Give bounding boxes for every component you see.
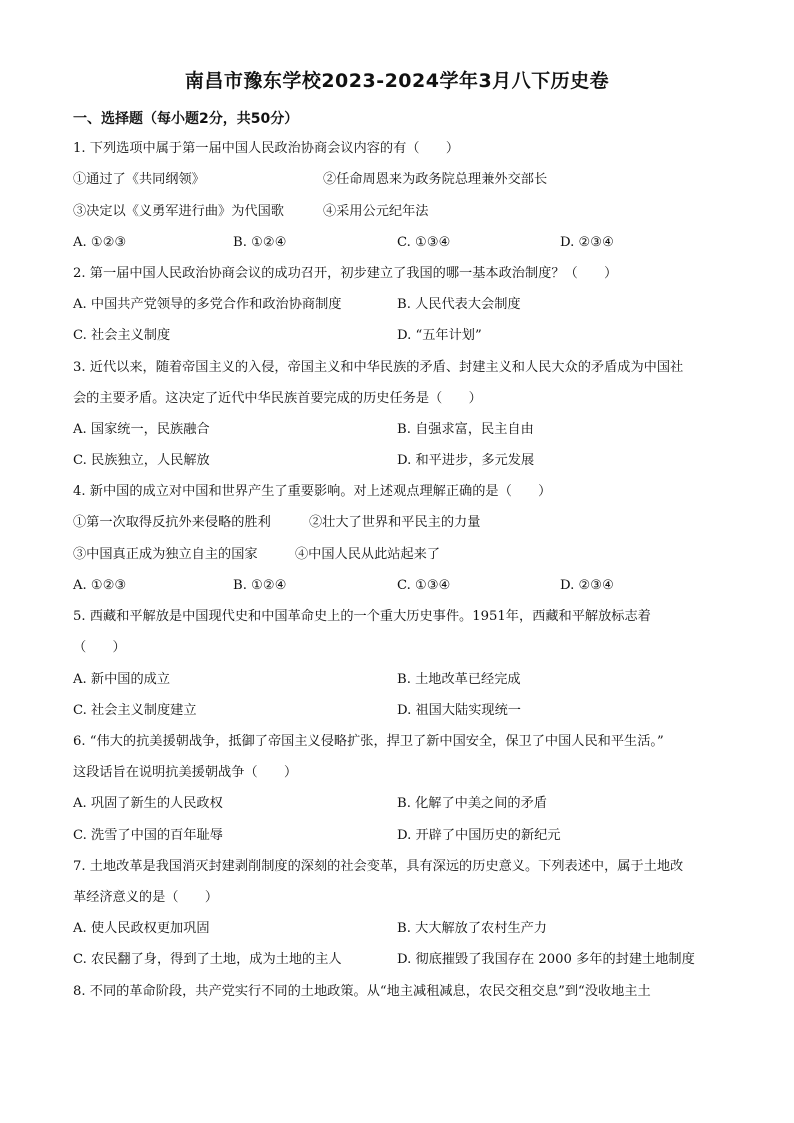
question-3-option-c[interactable]: C. 民族独立，人民解放 bbox=[73, 453, 210, 468]
question-7-stem-line-1: 7. 土地改革是我国消灭封建剥削制度的深刻的社会变革，具有深远的历史意义。下列表述中，属于土地改 bbox=[73, 859, 684, 874]
question-6-option-b[interactable]: B. 化解了中美之间的矛盾 bbox=[397, 796, 547, 811]
question-7-option-d[interactable]: D. 彻底摧毁了我国存在 2000 多年的封建土地制度 bbox=[397, 952, 695, 967]
question-4-option-d[interactable]: D. ②③④ bbox=[560, 578, 614, 593]
question-5-option-d[interactable]: D. 祖国大陆实现统一 bbox=[397, 703, 521, 718]
question-2-option-c[interactable]: C. 社会主义制度 bbox=[73, 328, 171, 343]
question-6-stem-line-2: 这段话旨在说明抗美援朝战争（ ） bbox=[73, 765, 298, 780]
question-1-stem: 1. 下列选项中属于第一届中国人民政治协商会议内容的有（ ） bbox=[73, 141, 460, 156]
question-1-option-b[interactable]: B. ①②④ bbox=[233, 235, 287, 250]
question-1-item-1: ①通过了《共同纲领》 bbox=[73, 172, 205, 187]
question-4-item-4: ④中国人民从此站起来了 bbox=[295, 547, 441, 562]
question-6-option-a[interactable]: A. 巩固了新生的人民政权 bbox=[73, 796, 223, 811]
question-4-item-1: ①第一次取得反抗外来侵略的胜利 bbox=[73, 515, 271, 530]
question-7-stem-line-2: 革经济意义的是（ ） bbox=[73, 890, 219, 905]
question-2-stem: 2. 第一届中国人民政治协商会议的成功召开，初步建立了我国的哪一基本政治制度？（ ） bbox=[73, 266, 618, 281]
page-title: 南昌市豫东学校2023-2024学年3月八下历史卷 bbox=[184, 70, 610, 92]
question-1-option-c[interactable]: C. ①③④ bbox=[397, 235, 451, 250]
question-1-item-3: ③决定以《义勇军进行曲》为代国歌 bbox=[73, 204, 284, 219]
question-4-option-a[interactable]: A. ①②③ bbox=[73, 578, 127, 593]
question-1-item-2: ②任命周恩来为政务院总理兼外交部长 bbox=[323, 172, 548, 187]
question-3-option-b[interactable]: B. 自强求富，民主自由 bbox=[397, 422, 534, 437]
question-3-option-a[interactable]: A. 国家统一，民族融合 bbox=[73, 422, 210, 437]
question-3-stem-line-1: 3. 近代以来，随着帝国主义的入侵，帝国主义和中华民族的矛盾、封建主义和人民大众的矛盾成为中国社 bbox=[73, 360, 684, 375]
question-4-option-c[interactable]: C. ①③④ bbox=[397, 578, 451, 593]
question-7-option-b[interactable]: B. 大大解放了农村生产力 bbox=[397, 921, 547, 936]
question-4-stem: 4. 新中国的成立对中国和世界产生了重要影响。对上述观点理解正确的是（ ） bbox=[73, 484, 552, 499]
question-5-option-b[interactable]: B. 土地改革已经完成 bbox=[397, 672, 521, 687]
question-3-option-d[interactable]: D. 和平进步，多元发展 bbox=[397, 453, 535, 468]
question-1-option-a[interactable]: A. ①②③ bbox=[73, 235, 127, 250]
question-2-option-d[interactable]: D. “五年计划” bbox=[397, 328, 482, 343]
question-4-item-3: ③中国真正成为独立自主的国家 bbox=[73, 547, 258, 562]
question-5-option-a[interactable]: A. 新中国的成立 bbox=[73, 672, 171, 687]
question-6-stem-line-1: 6. “伟大的抗美援朝战争，抵御了帝国主义侵略扩张，捍卫了新中国安全，保卫了中国人民和平生活。” bbox=[73, 734, 664, 749]
question-8-stem: 8. 不同的革命阶段，共产党实行不同的土地政策。从“地主减租减息，农民交租交息”到“没收地主土 bbox=[73, 984, 651, 999]
question-2-option-a[interactable]: A. 中国共产党领导的多党合作和政治协商制度 bbox=[73, 297, 342, 312]
question-6-option-d[interactable]: D. 开辟了中国历史的新纪元 bbox=[397, 828, 561, 843]
question-5-stem-line-2: （ ） bbox=[73, 640, 126, 655]
question-1-option-d[interactable]: D. ②③④ bbox=[560, 235, 614, 250]
question-2-option-b[interactable]: B. 人民代表大会制度 bbox=[397, 297, 521, 312]
question-1-item-4: ④采用公元纪年法 bbox=[323, 204, 429, 219]
question-7-option-a[interactable]: A. 使人民政权更加巩固 bbox=[73, 921, 210, 936]
question-5-stem-line-1: 5. 西藏和平解放是中国现代史和中国革命史上的一个重大历史事件。1951年，西藏和平解放标志着 bbox=[73, 609, 651, 624]
section-heading: 一、选择题（每小题2分，共50分） bbox=[73, 111, 299, 127]
question-4-option-b[interactable]: B. ①②④ bbox=[233, 578, 287, 593]
question-7-option-c[interactable]: C. 农民翻了身，得到了土地，成为土地的主人 bbox=[73, 952, 342, 967]
question-4-item-2: ②壮大了世界和平民主的力量 bbox=[309, 515, 481, 530]
question-3-stem-line-2: 会的主要矛盾。这决定了近代中华民族首要完成的历史任务是（ ） bbox=[73, 391, 482, 406]
question-6-option-c[interactable]: C. 洗雪了中国的百年耻辱 bbox=[73, 828, 223, 843]
question-5-option-c[interactable]: C. 社会主义制度建立 bbox=[73, 703, 197, 718]
